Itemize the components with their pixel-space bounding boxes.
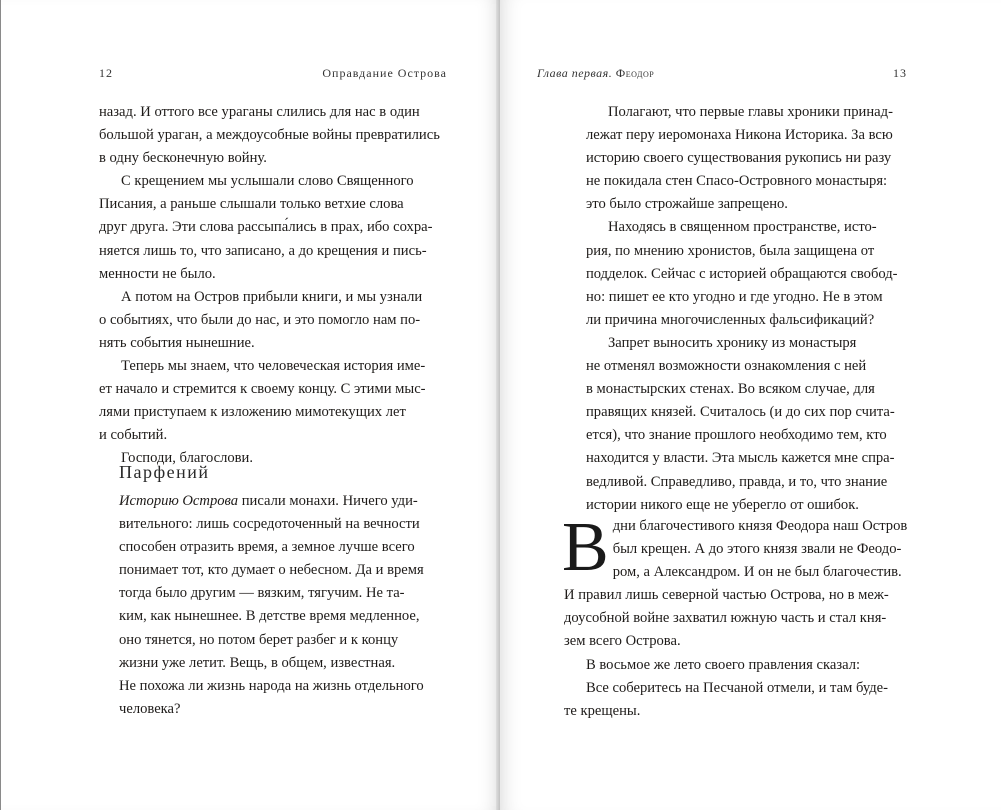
text-line: человека? xyxy=(119,700,181,717)
right-top-block xyxy=(586,101,916,517)
running-head-right xyxy=(537,66,654,81)
text-line: Писания, а раньше слышали только ветхие слова xyxy=(99,196,404,213)
text-line: няется лишь то, что записано, а до крещения и пись- xyxy=(99,242,427,259)
text-line: Запрет выносить хронику из монастыря xyxy=(608,334,857,351)
text-line: не покидала стен Спасо-Островного монастыря: xyxy=(586,173,888,190)
text-line: С крещением мы услышали слово Священного xyxy=(121,173,414,190)
text-line: В восьмое же лето своего правления сказал: xyxy=(586,656,861,673)
chapter-label: Глава первая. xyxy=(537,66,613,80)
right-page xyxy=(500,0,1001,810)
text-line: ким, как нынешнее. В детстве время медленное, xyxy=(119,608,420,625)
left-section-block xyxy=(119,490,449,721)
text-line xyxy=(119,490,449,513)
text-line: находится у власти. Эта мысль кажется мне спра- xyxy=(586,450,895,467)
chapter-name: Феодор xyxy=(612,66,655,80)
text-line: те крещены. xyxy=(564,702,641,719)
text-line: Теперь мы знаем, что человеческая история име- xyxy=(121,358,426,375)
text-line: А потом на Остров прибыли книги, и мы узнали xyxy=(121,288,423,305)
text-line: был крещен. А до этого князя звали не Феодо- xyxy=(612,541,902,558)
text-line: подделок. Сейчас с историей обращаются свобод- xyxy=(586,265,898,282)
text-line: не отменял возможности ознакомления с ней xyxy=(586,358,867,375)
text-line: ется), что знание прошлого необходимо тем, кто xyxy=(586,427,887,444)
right-chapter-block xyxy=(562,509,944,723)
text-line: менности не было. xyxy=(99,265,216,282)
text-line: способен отразить время, а земное лучше всего xyxy=(119,539,415,556)
page-number-right: 13 xyxy=(893,66,907,80)
text-line: И правил лишь северной частью Острова, но в меж- xyxy=(564,587,889,604)
text-line: оно тянется, но потом берет разбег и к концу xyxy=(119,631,399,648)
text-line: лями приступаем к изложению мимотекущих лет xyxy=(99,404,406,421)
text-line: зем всего Острова. xyxy=(564,633,681,650)
text-line: жизни уже летит. Вещь, в общем, известная. xyxy=(119,654,396,671)
text-line: назад. И оттого все ураганы слились для нас в один xyxy=(99,104,420,120)
running-head-left: Оправдание Острова xyxy=(322,66,447,80)
text-line: нять события нынешние. xyxy=(99,334,255,351)
text-line: дни благочестивого князя Феодора наш Остров xyxy=(612,518,908,534)
text-line: в монастырских стенах. Во всяком случае, для xyxy=(586,381,875,398)
left-top-block xyxy=(99,101,449,471)
text-line: ли причина многочисленных фальсификаций? xyxy=(586,311,875,328)
text-line: понимает тот, кто думает о небесном. Да и время xyxy=(119,562,424,579)
section-heading: Парфений xyxy=(119,462,210,482)
italic-title: Историю Острова xyxy=(119,493,239,509)
text-fragment: писали монахи. Ничего уди- xyxy=(238,493,418,509)
text-line: ведливой. Справедливо, правда, и то, что знание xyxy=(586,473,888,490)
text-line: но: пишет ее кто угодно и где угодно. Не в этом xyxy=(586,288,883,305)
text-line: правящих князей. Считалось (и до сих пор счита- xyxy=(586,404,895,421)
text-line: доусобной войне захватил южную часть и стал кня- xyxy=(564,610,887,627)
text-line: Находясь в священном пространстве, исто- xyxy=(608,219,877,236)
text-line: Все соберитесь на Песчаной отмели, и там буде- xyxy=(586,679,888,696)
text-line: и событий. xyxy=(99,427,168,444)
text-line: рия, по мнению хронистов, была защищена от xyxy=(586,242,875,259)
page-number-left: 12 xyxy=(99,66,113,80)
text-line: друг друга. Эти слова рассыпа́лись в прах, ибо сохра- xyxy=(99,219,433,236)
text-line: большой ураган, а междоусобные войны превратились xyxy=(99,127,440,144)
text-line: тогда было другим — вязким, тягучим. Не та- xyxy=(119,585,405,602)
text-line: Господи, благослови. xyxy=(121,450,254,467)
text-line: историю своего существования рукопись ни разу xyxy=(586,150,892,167)
text-line: вительного: лишь сосредоточенный на вечности xyxy=(119,516,420,533)
drop-cap: В xyxy=(562,509,609,586)
text-line: лежат перу иеромонаха Никона Историка. За всю xyxy=(586,127,893,144)
text-line: о событиях, что были до нас, и это помогло нам по- xyxy=(99,311,421,328)
text-line: Полагают, что первые главы хроники принад- xyxy=(608,104,893,120)
text-line: Не похожа ли жизнь народа на жизнь отдельного xyxy=(119,677,424,694)
text-line: ет начало и стремится к своему концу. С этими мыс- xyxy=(99,381,426,398)
text-line: истории никого еще не уберегло от ошибок. xyxy=(586,496,859,513)
text-line: это было строжайше запрещено. xyxy=(586,196,788,213)
text-line: в одну бесконечную войну. xyxy=(99,150,267,167)
text-line: ром, а Александром. И он не был благочестив. xyxy=(612,564,902,581)
